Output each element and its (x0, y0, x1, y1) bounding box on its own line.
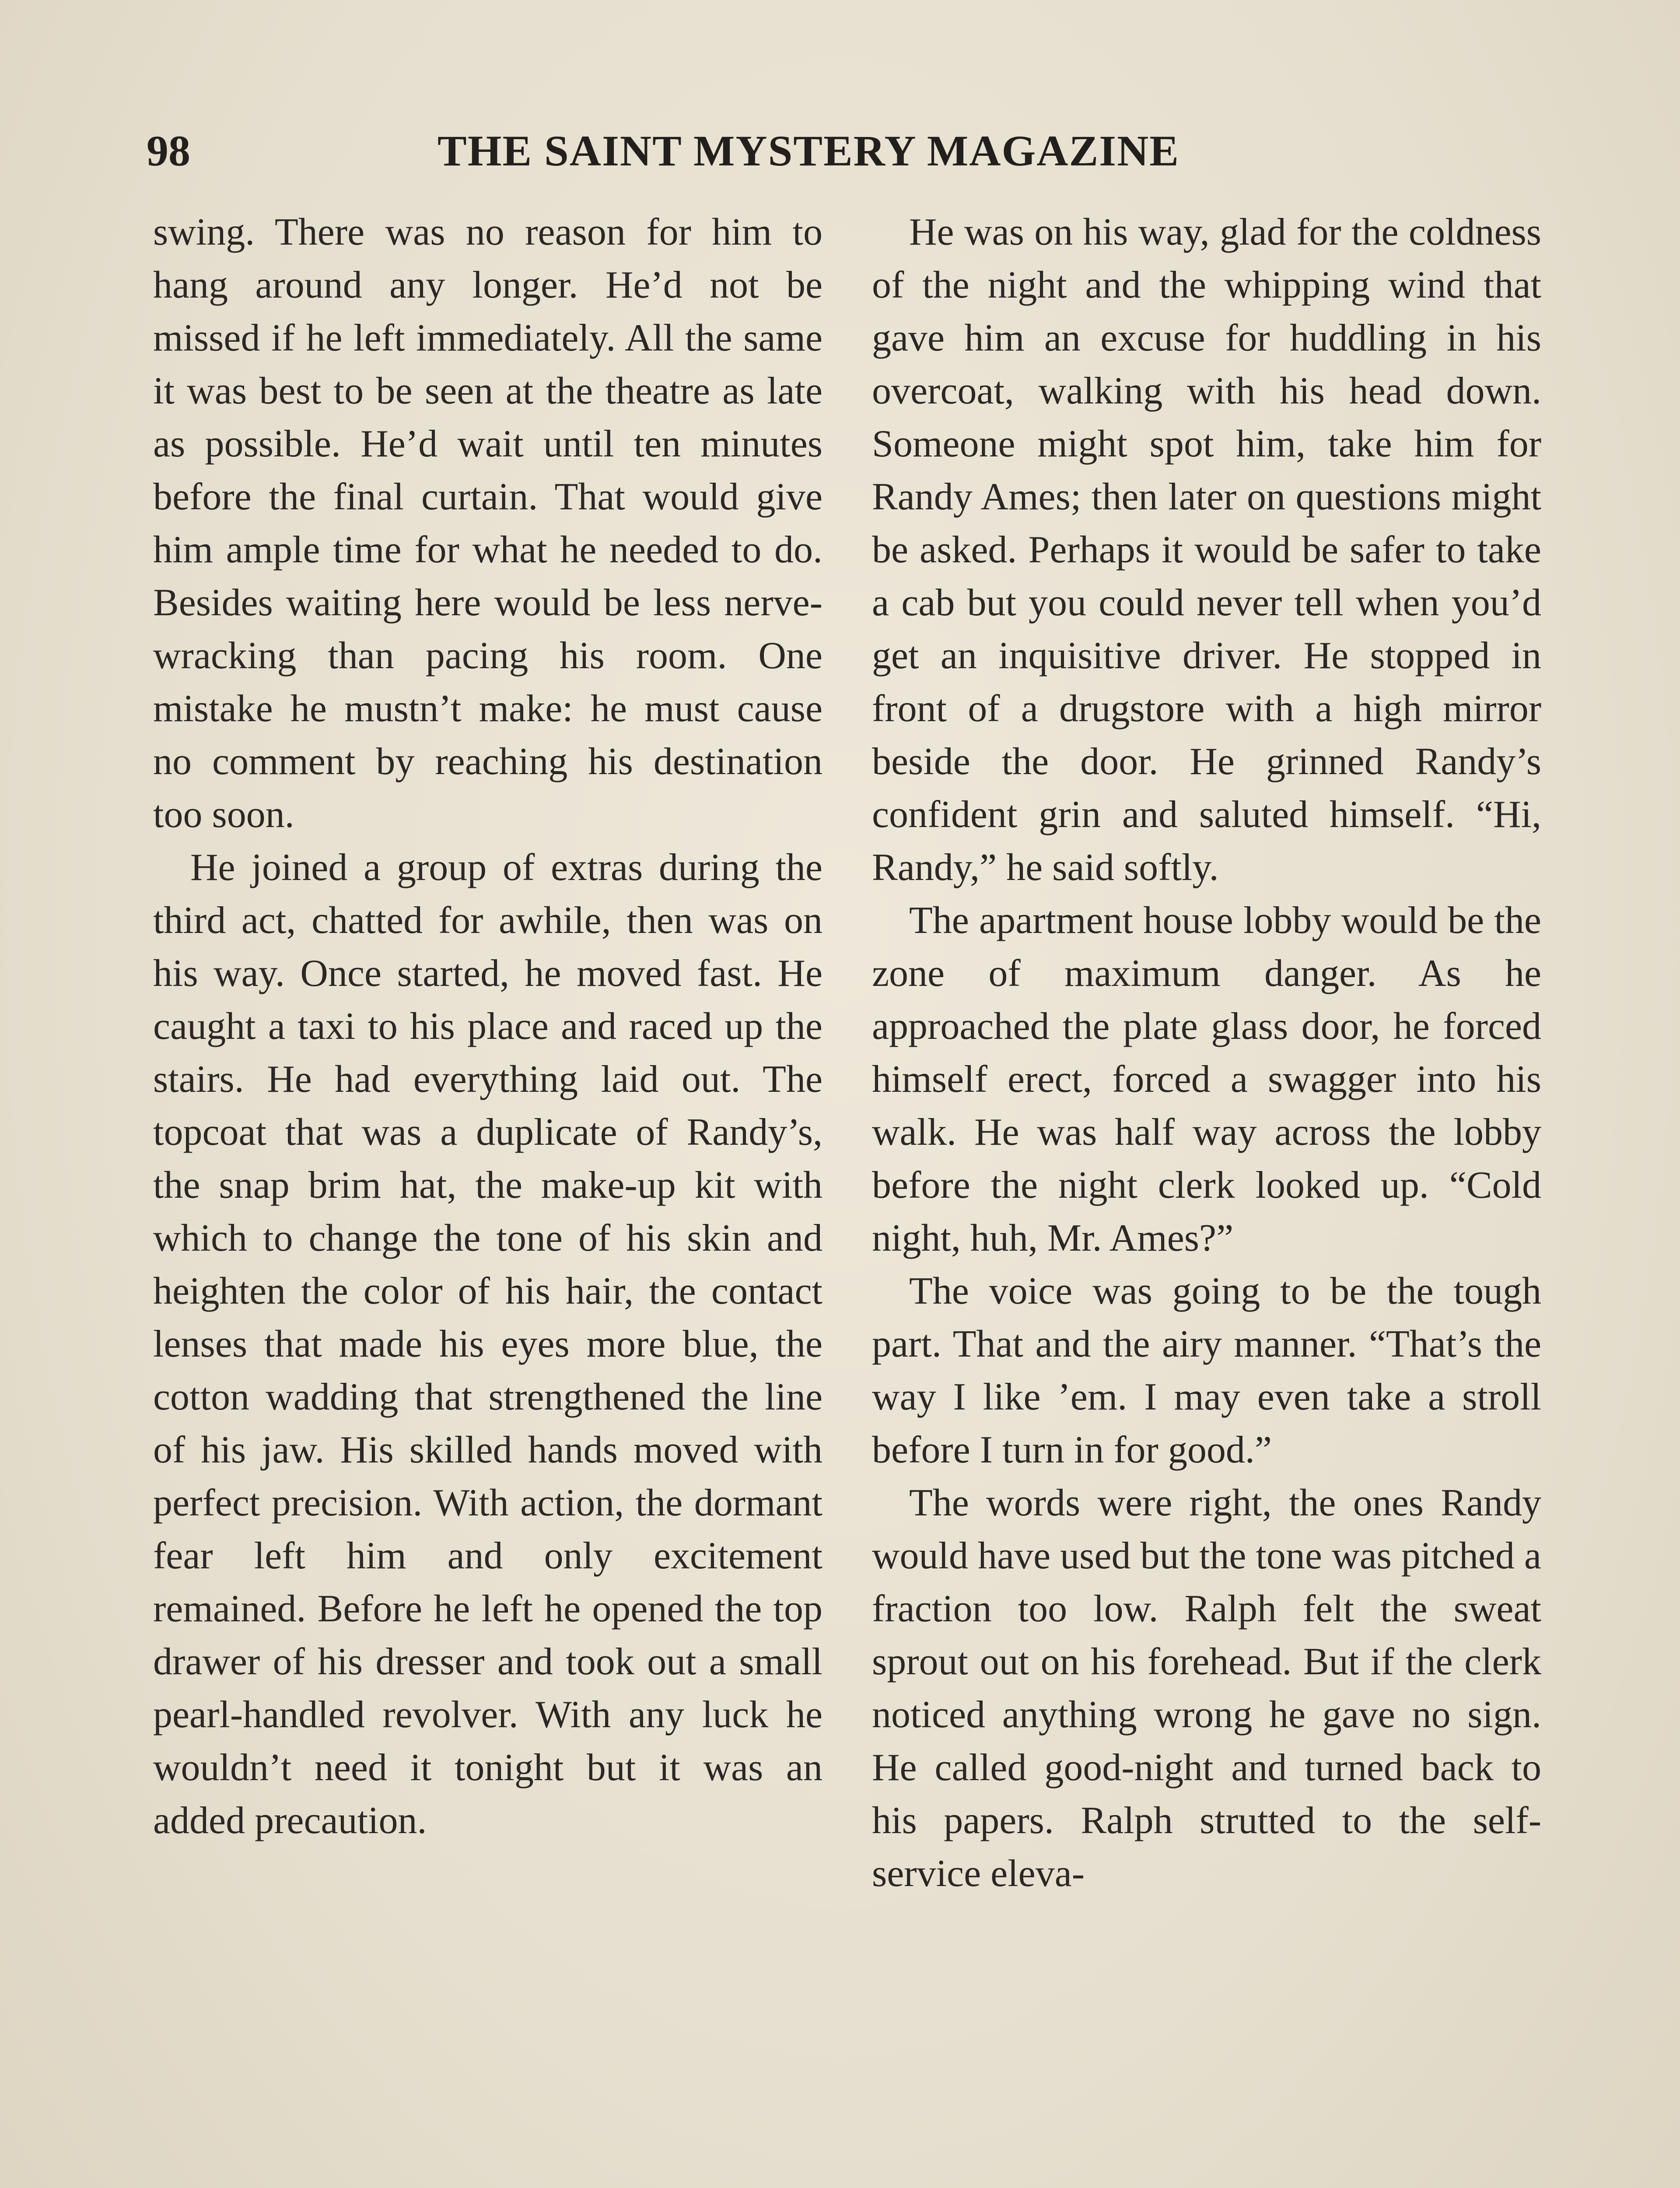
paragraph: The apartment house lobby would be the zone of maximum danger. As he approached the plate glass door, he forced himself erect, forced a swagger into his walk. He was half way across the lobby before the night clerk looked up. “Cold night, huh, Mr. Ames?” (872, 899, 1541, 1259)
right-column (872, 206, 1541, 1900)
paragraph: swing. There was no reason for him to hang around any longer. He’d not be missed if he left immediately. All the same it was best to be seen at the theatre as late as possible. He’d wait until ten minutes before the final curtain. That would give him ample time for what he needed to do. Besides waiting here would be less nerve-wracking than pacing his room. One mistake he mustn’t make: he must cause no comment by reaching his destination too soon. (153, 211, 822, 836)
running-title: THE SAINT MYSTERY MAGAZINE (438, 126, 1180, 175)
paragraph: He joined a group of extras during the third act, chatted for awhile, then was on his way. Once started, he moved fast. He caught a taxi to his place and raced up the stairs. He had everything laid out. The topcoat that was a duplicate of Randy’s, the snap brim hat, the make-up kit with which to change the tone of his skin and heighten the color of his hair, the contact lenses that made his eyes more blue, the cotton wadding that strengthened the line of his jaw. His skilled hands moved with perfect precision. With action, the dormant fear left him and only excitement remained. Before he left he opened the top drawer of his dresser and took out a small pearl-handled revolver. With any luck he wouldn’t need it tonight but it was an added precaution. (153, 846, 822, 1842)
paragraph: The voice was going to be the tough part. That and the airy manner. “That’s the way I like ’em. I may even take a stroll before I turn in for good.” (872, 1270, 1541, 1471)
paragraph: The words were right, the ones Randy would have used but the tone was pitched a fraction too low. Ralph felt the sweat sprout out on his forehead. But if the clerk noticed anything wrong he gave no sign. He called good-night and turned back to his papers. Ralph strutted to the self-service eleva- (872, 1482, 1541, 1895)
left-column (153, 206, 822, 1847)
page-header (147, 127, 1245, 175)
page-number: 98 (147, 126, 190, 175)
paragraph: He was on his way, glad for the coldness of the night and the whipping wind that gave him an excuse for huddling in his overcoat, walking with his head down. Someone might spot him, take him for Randy Ames; then later on questions might be asked. Perhaps it would be safer to take a cab but you could never tell when you’d get an inquisitive driver. He stopped in front of a drugstore with a high mirror beside the door. He grinned Randy’s confident grin and saluted himself. “Hi, Randy,” he said softly. (872, 211, 1541, 889)
